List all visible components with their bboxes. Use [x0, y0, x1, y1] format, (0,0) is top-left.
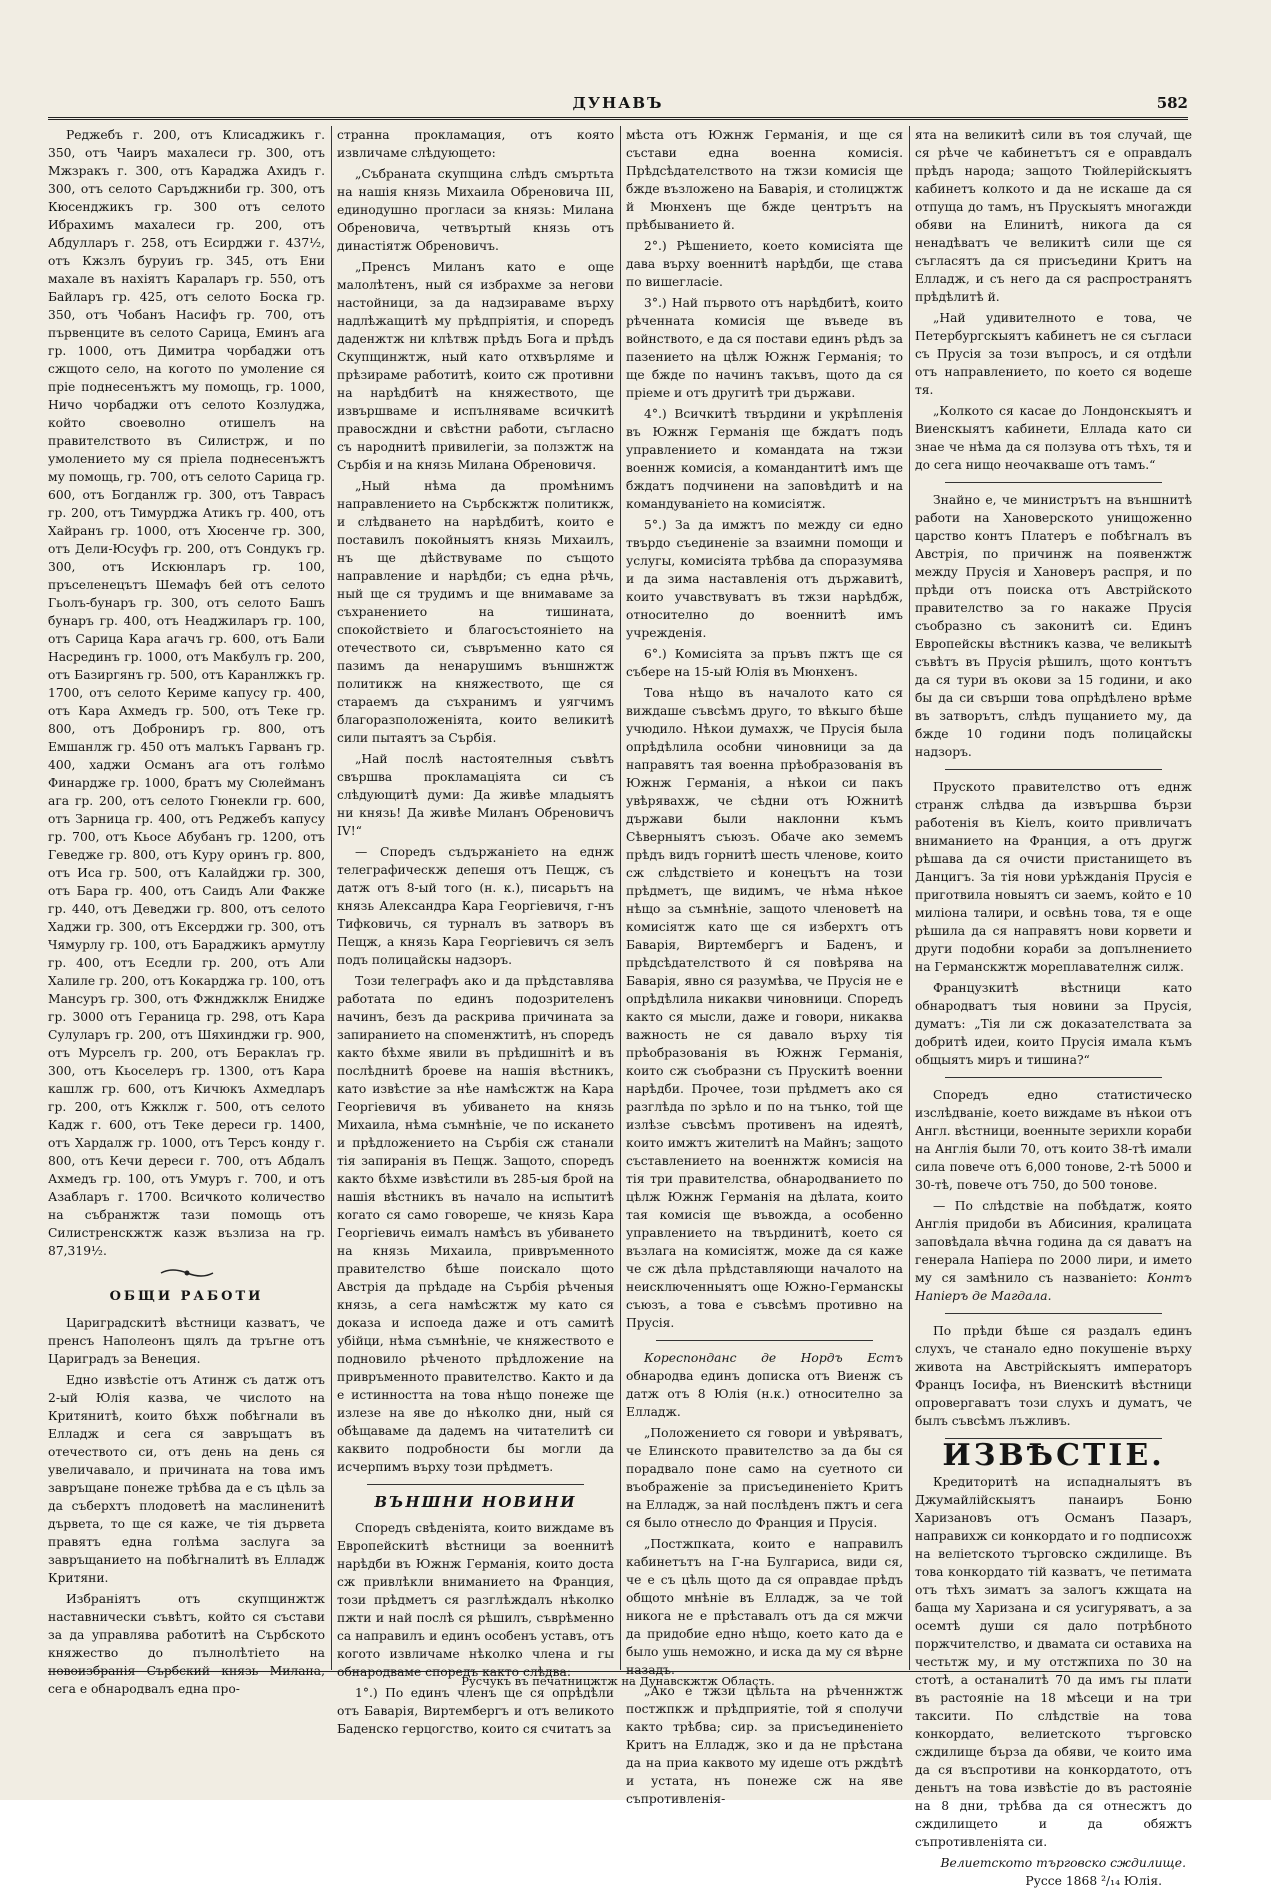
- article-paragraph: Пруското правителство отъ еднж странж слѣдва да извършва бързи работенiя въ Кiелъ, които привличатъ вниманието на Франция, а отъ другж рѣшава да ся очисти пристанището въ Данцигъ. За тiя нови урѣжданiя Прусiя е приготвила новыятъ си заемъ, който е 10 милiона талири, и освѣнь това, тя е още рѣшила да ся направятъ нови корвети и други подобни кораби за допълнението на Германскжтж мореплавателнж силж.: [915, 780, 1192, 974]
- article-paragraph: Споредъ едно статистическо изслѣдванiе, което виждаме въ нѣкои отъ Англ. вѣстници, военныте зерихли кораби на Англiя были 70, отъ които 38-тѣ имали сила повече отъ 6,000 тонове, 2-тѣ 5000 и 30-тѣ, повече отъ 750, до 500 тонове.: [915, 1088, 1192, 1192]
- article-paragraph: ята на великитѣ сили въ тоя случай, ще ся рѣче че кабинетътъ ся е оправдалъ прѣдъ народа; защото Тюйлерiйскыятъ кабинетъ колкото и да не искаше да ся отпуща до тамъ, нъ Прускыятъ многажди обяви на Елинитѣ, никога да ся ненадѣватъ че великитѣ сили ще ся съгласятъ да ся присъедини Критъ на Елладж, и съ него да ся распространятъ прѣдѣлитѣ й.: [915, 128, 1192, 304]
- article-paragraph: „Положението ся говори и увѣряватъ, че Елинското правителство за да бы ся порадвало поне само на суетното си въображенiе за присъединенiето Критъ на Елладж, за най послѣденъ пжтъ и сега ся было отнесло до Франция и Прусiя.: [626, 1426, 903, 1530]
- article-paragraph: „Пренсъ Миланъ като е още малолѣтенъ, ный ся избрахме за негови настойници, за да надзираваме върху надлѣжащитѣ му прѣдпрiятiя, и споредъ даденжтж ни клѣтвж прѣдъ Бога и прѣдъ Скупщинжтж, ный като отхвърляме и прѣзираме работитѣ, които сж противни на нарѣдбитѣ на княжеството, ще извършваме и испълняваме всичкитѣ правосждни и свѣстни работи, съгласно съ народнитѣ привилегiи, за ползжтж на Сърбiя и на князь Милана Обреновичя.: [337, 260, 614, 472]
- article-paragraph: „Постжпката, които е направилъ кабинетътъ на Г-на Булгариса, види ся, че е съ цѣль щото да ся оправдае прѣдъ общото мнѣнiе въ Елладж, за че той никога не е прѣставалъ отъ да ся мжчи да придобие едно нѣщо, което като да е было ушь неможно, и иска да му ся вѣрне назадъ.: [626, 1537, 903, 1677]
- article-paragraph: мѣста отъ Южнж Германiя, и ще ся състави една военна комисiя. Прѣдсѣдателството на тжзи комисiя ще бжде възложено на Баварiя, и столицжтж й Мюнхенъ ще бжде центрътъ на прѣбыванието й.: [626, 128, 903, 232]
- source-name: Кореспонданс де Нордъ Естъ: [644, 1351, 903, 1365]
- article-paragraph: Французкитѣ вѣстници като обнародватъ тыя новини за Прусiя, думатъ: „Тiя ли сж доказателствата за добритѣ идеи, които Прусiя имала къмъ общыятъ миръ и тишина?“: [915, 981, 1192, 1067]
- article-paragraph: странна прокламация, отъ която извличаме слѣдующето:: [337, 128, 614, 160]
- article-paragraph: По прѣди бѣше ся раздалъ единъ слухъ, че станало едно покушенiе върху живота на Австрiйскыятъ императоръ Францъ Iосифа, нъ Виенскитѣ вѣстници опровергаватъ този слухъ и думатъ, че былъ съвсѣмъ лъжливъ.: [915, 1324, 1192, 1428]
- column-4: [915, 126, 1192, 1888]
- article-paragraph: „Колкото ся касае до Лондонскыятъ и Виенскыятъ кабинети, Еллада като си знае че нѣма да ся ползува отъ тѣхъ, тя и до сега нищо неочакваше отъ тамъ.“: [915, 404, 1192, 472]
- article-paragraph: [626, 1349, 903, 1421]
- article-rule: [945, 482, 1162, 483]
- article-paragraph: Едно извѣстiе отъ Атинж съ датж отъ 2-ый Юлiя казва, че числото на Критянитѣ, които бѣхж побѣгнали въ Елладж и сега ся завръщатъ въ отечеството си, отъ день на день ся увеличавало, и причината на това имъ завръщане понеже трѣбва да е съ цѣль за да съберхтъ плодоветѣ на маслиненитѣ дървета, то ще ся каже, че тiя дървета правятъ една голѣма заслуга за завръщанието на побѣгналитѣ въ Елладж Критяни.: [48, 1373, 325, 1585]
- section-rule: [367, 1484, 584, 1485]
- notice-heading: ИЗВѢСТIЕ.: [942, 1438, 1165, 1473]
- article-paragraph: Това нѣщо въ началото като ся виждаше съвсѣмъ друго, то вѣкыго бѣше учюдило. Нѣкои думахж, че Прусiя была опрѣдѣлила особни чиновници за да направятъ тая военна прѣобразованiя въ Южнж Германiя, а нѣкои си пакъ увѣрявахж, че сѣдни отъ Южнитѣ държави были наклонни къмъ Сѣверныятъ съюзъ. Обаче ако земемъ прѣдъ видъ горнитѣ шесть членове, които сж слѣдствiето и конецътъ на този прѣдметъ, ще видимъ, че нѣма нѣкое нѣщо за съмнѣнiе, защото членоветѣ на комисiятж като ще ся изберхтъ отъ Баварiя, Виртембергъ и Баденъ, и прѣдсѣдателството й ся повѣрява на Баварiя, явно ся разумѣва, че Прусiя не е опрѣдѣлила никакви чиновници. Споредъ както ся мысли, даже и говори, никаква важность не ся давало върху тiя прѣобразованiя въ Южнж Германiя, които сж съобразни съ Прускитѣ военни нарѣдби. Прочее, този прѣдметъ ако ся разглѣда по зрѣло и по на тънко, той ще излѣзе съвсѣмъ противенъ на идеятѣ, които имжтъ жителитѣ на Майнъ; защото съставлението на военнжтж комисiя на тiя три правителства, обнародванието по цѣлж Южнж Германiя на дѣлата, които тая комисiя ще въвожда, а особенно управлението на твърдинитѣ, което ся възлага на комисiятж, може да ся каже че сж дѣла прѣдставляющи началото на неисключенныятъ още Южно-Германскы съюзъ, а това е съвсѣмъ противно на Прусiя.: [626, 686, 903, 1330]
- section-heading-general: ОБЩИ РАБОТИ: [109, 1289, 264, 1304]
- ornament-divider: [48, 1266, 325, 1280]
- page-header: [48, 94, 1188, 116]
- article-paragraph: 6°.) Комисiята за пръвъ пжтъ ще ся събере на 15-ый Юлiя въ Мюнхенъ.: [626, 647, 903, 679]
- article-paragraph: 2°.) Рѣшението, което комисiята ще дава върху военнитѣ нарѣдби, ще става по вишегласiе.: [626, 239, 903, 289]
- column-1: [48, 126, 325, 1696]
- column-divider: [620, 126, 621, 1670]
- notice-signature: Велиетското търговско сждилище.: [940, 1856, 1186, 1870]
- article-paragraph: 5°.) За да имжтъ по между си едно твърдо съединенiе за взаимни помощи и услугы, комисiята трѣбва да споразумява и да зима наставленiя отъ държавитѣ, които учавствуватъ въ тжзи нарѣдбж, относително до военнитѣ имъ учрежденiя.: [626, 518, 903, 640]
- header-rule: [48, 117, 1188, 120]
- article-paragraph: [915, 1197, 1192, 1305]
- column-2: [337, 126, 614, 1736]
- column-3: [626, 126, 903, 1806]
- article-text: — По слѣдствiе на побѣдатж, която Англiя придоби въ Абисиния, кралицата заповѣдала вѣчна година да ся даватъ на генерала Напiера по 2000 лири, и името му ся замѣнило съ названiето:: [915, 1199, 1192, 1285]
- source-text: обнародва единъ дописка отъ Виенж съ датж отъ 8 Юлiя (н.к.) относително за Елладж.: [626, 1369, 903, 1419]
- printer-line: Русчукъ въ печатницжтж на Дунавскжтж Область.: [461, 1674, 775, 1688]
- article-rule: [945, 1313, 1162, 1314]
- article-paragraph: — Споредъ съдържанiето на еднж телеграфическж депешя отъ Пещж, съ датж отъ 8-ый того (н. к.), писарьтъ на князь Александра Кара Георгiевичя, г-нъ Тифковичь, ся турналъ въ затворъ въ Пещж, а князь Кара Георгiевичъ ся зелъ подъ полицайскы надзоръ.: [337, 845, 614, 967]
- article-paragraph: „Ако е тжзи цѣльта на рѣченнжтж постжпкж и прѣдприятiе, той я сполучи както трѣбва; сир. за присъединенiето Критъ на Елладж, зко и да не прѣстана да на приа каквото му идеше отъ рждѣтѣ и устата, нъ понеже сж на яве съпротивленiя-: [626, 1684, 903, 1806]
- article-paragraph: „Ный нѣма да промѣнимъ направлението на Сърбскжтж политикж, и слѣдването на нарѣдбитѣ, които е поставилъ покойныятъ князь Михаилъ, нъ ще дѣйствуваме по същото направление и нарѣдби; съ една рѣчь, ный ще ся трудимъ и ще внимаваме за съхранението на тишината, спокойствiето и благосъстоянiето на отечеството си, съвръменно като ся пазимъ да ненарушимъ външнжтж политикж на княжеството, ще ся стараемъ да съхранимъ и уягчимъ благоразположенiята, които великитѣ сили пытаятъ за Сърбiя.: [337, 479, 614, 745]
- article-paragraph: Избранiятъ отъ скупщинжтж наставнически съвѣтъ, който ся състави за да управлява работитѣ на Сърбското княжество до пълнолѣтiето на новоизбранiя Сърбский князь Милана, сега е обнародвалъ една про-: [48, 1592, 325, 1696]
- article-paragraph: 3°.) Най първото отъ нарѣдбитѣ, които рѣченната комисiя ще въведе въ войнството, е да ся постави единъ рѣдъ за пазението на цѣлж Южнж Германiя; то ще бжде по начинъ такъвъ, щото да ся прiеме и отъ другитѣ три държави.: [626, 296, 903, 400]
- section-heading-foreign: ВЪНШНИ НОВИНИ: [374, 1493, 577, 1511]
- article-rule: [945, 769, 1162, 770]
- article-paragraph: „Най послѣ настоятелныя съвѣтъ свършва прокламацiята си съ слѣдующитѣ думи: Да живѣе младыятъ ни князь! Да живѣе Миланъ Обреновичъ IV!“: [337, 752, 614, 838]
- notice-date: Руссе 1868 ²/₁₄ Юлiя.: [1025, 1874, 1162, 1888]
- notice-paragraph: Кредиторитѣ на испадналыятъ въ Джумайлiйскыятъ панаиръ Боню Харизановъ отъ Османъ Пазаръ, направихж си конкордато и го подписохж на велiетското търговско сждилище. Въ това конкордато тiй казватъ, че петимата отъ тѣхъ зиматъ за залогъ кжщата на баща му Харизана и ся усигуряватъ, а за осемтѣ души ся дало потрѣбното поржчителство, и двамата си оставиха на честьтж му, и му отстжпиха по 30 на стотѣ, а останалитѣ 70 да имъ гы плати въ растоянiе на 18 мѣсеци и на три таксити. По слѣдствiе на това конкордато, велиетското търговско сждилище бърза да обяви, че които има да ся въспротиви на конкордатото, отъ деньтъ на това извѣстiе до въ растоянiе на 8 дни, трѣбва да ся отнесжтъ до сждилището и да обяжтъ съпротивленiята си.: [915, 1475, 1192, 1849]
- article-paragraph: Цариградскитѣ вѣстници казватъ, че пренсъ Наполеонъ щялъ да тръгне отъ Цариградъ за Венеция.: [48, 1316, 325, 1366]
- article-paragraph: Споредъ свѣденiята, които виждаме въ Европейскитѣ вѣстници за военнитѣ нарѣдби въ Южнж Германiя, които доста сж привлѣкли вниманието на Франция, този прѣдметъ ся разглѣждалъ нѣколко пжти и най послѣ ся рѣшилъ, съврѣменно са направилъ и единъ особенъ уставъ, отъ когото извличаме нѣколко члена и гы обнародваме споредъ както слѣдва:: [337, 1521, 614, 1679]
- article-rule: [656, 1340, 873, 1341]
- newspaper-title: ДУНАВЪ: [572, 94, 664, 112]
- article-paragraph: „Събраната скупщина слѣдъ смъртьта на нашiя князь Михаила Обреновича III, единодушно прогласи за князь: Милана Обреновича, четвъртый князь отъ династiятж Обреновичъ.: [337, 167, 614, 253]
- article-paragraph: „Най удивителното е това, че Петербургскыятъ кабинетъ не ся съгласи съ Прусiя за този въпросъ, и ся отдѣли отъ направлението, по което ся водеше тя.: [915, 311, 1192, 397]
- column-divider: [909, 126, 910, 1670]
- column-divider: [331, 126, 332, 1670]
- donation-list: Реджебъ г. 200, отъ Клисаджикъ г. 350, отъ Чаиръ махалеси гр. 300, отъ Мжзракъ г. 300, отъ Караджа Ахидъ г. 300, отъ селото Саръджниби гр. 300, отъ Кюсенджикъ гр. 300 отъ селото Ибрахимъ махалеси гр. 200, отъ Абдулларъ г. 258, отъ Есирджи г. 437½, отъ Кжзлъ буруиъ гр. 345, отъ Ени махале въ нахiятъ Караларъ гр. 550, отъ Байларъ гр. 425, отъ селото Боска гр. 350, отъ Чобанъ Насифъ гр. 700, отъ първенците въ селото Сарица, Еминъ ага гр. 1000, отъ Димитра чорбаджи отъ сжщото село, на когото по умоление ся прiе поднесенъжтъ му помощь, гр. 1000, Ничо чорбаджи отъ селото Козлуджа, който своеволно отишелъ на правителството въ Силистрж, и по умолението му ся прiела поднесенъжтъ му помощь, гр. 700, отъ селото Сарица гр. 600, отъ Богданлж гр. 300, отъ Тавраcъ гр. 200, отъ Тимурджа Атикъ гр. 400, отъ Хайранъ гр. 1000, отъ Хюсенче гр. 300, отъ Дели-Юсуфъ гр. 200, отъ Сондукъ гр. 300, отъ Искюнларъ гр. 100, пръселенецътъ Шемафъ бей отъ селото Гьолъ-бунаръ гр. 300, отъ селото Башъ бунаръ гр. 400, отъ Неаджиларъ гр. 100, отъ Сарица Кара агачъ гр. 600, отъ Бали Насрединъ гр. 1000, отъ Макбулъ гр. 200, отъ Базиргянъ гр. 500, отъ Каранлжкъ гр. 1700, отъ селото Кериме капусу гр. 400, отъ Кара Ахмедъ гр. 500, отъ Теке гр. 800, отъ Доброниръ гр. 800, отъ Емшанлж гр. 450 отъ малъкъ Гарванъ гр. 400, хаджи Османъ ага отъ голѣмо Финарджe гр. 1000, братъ му Сюлейманъ ага гр. 200, отъ селото Гюнекли гр. 600, отъ Зарница гр. 400, отъ Реджебъ капусу гр. 700, отъ Кьосе Абубанъ гр. 1200, отъ Геведже гр. 800, отъ Куру оринъ гр. 800, отъ Иса гр. 500, отъ Калайджи гр. 300, отъ Бара гр. 400, отъ Саидъ Али Факже гр. 440, отъ Деведжи гр. 800, отъ селото Хаджи гр. 300, отъ Ексерджи гр. 300, отъ Чямурлу гр. 100, отъ Бараджикъ армутлу гр. 400, отъ Еседли гр. 200, отъ Али Халиле гр. 200, отъ Кокарджа гр. 100, отъ Мансуръ гр. 300, отъ Фжнджклж Енидже гр. 3000 отъ Гераница гр. 298, отъ Кара Сулуларъ гр. 200, отъ Шяхинджи гр. 900, отъ Мурселъ гр. 200, отъ Бераклаъ гр. 300, отъ Кьоселеръ гр. 1300, отъ Кара кашлж гр. 600, отъ Кичюкъ Ахмедларъ гр. 200, отъ Кжклж г. 500, отъ селото Кадж г. 600, отъ Теке дереси гр. 1400, отъ Хардалж гр. 1000, отъ Терсъ конду г. 800, отъ Кечи дереси г. 700, отъ Абдалъ Ахмедъ гр. 100, отъ Умуръ г. 700, и отъ Азабларъ г. 1700. Всичкото количество на събранжтж тази помощь отъ Силистренскжтж казж възлиза на гр. 87,319½.: [48, 128, 325, 1258]
- footer-rule: [48, 1671, 1188, 1672]
- title-text: Контъ Напiеръ де Магдала.: [915, 1271, 1192, 1303]
- article-paragraph: 4°.) Всичкитѣ твърдини и укрѣпленiя въ Южнж Германiя ще бждатъ подъ управлението и командата на тжзи военнж комисiя, а командантитѣ имъ ще бждатъ подчинени на заповѣдитѣ и на командуванiето на комисiятж.: [626, 407, 903, 511]
- article-paragraph: Знайно е, че министрътъ на външнитѣ работи на Хановерското унищоженно царство контъ Платеръ е побѣгналъ въ Австрiя, по причинж на появенжтж между Прусiя и Хановеръ распря, и по прѣди отъ поиска отъ Австрiйското правителство за го накаже Прусiя съобразно съ законитѣ си. Единъ Европейскы вѣстникъ казва, че великытѣ съвѣтъ въ Прусiя рѣшилъ, щото контътъ да ся тури въ окови за 15 години, и ако бы да си свърши това опрѣдѣлено врѣме въ затворътъ, слѣдъ пущанието му, да бжде 10 години подъ полицайскы надзоръ.: [915, 493, 1192, 759]
- article-paragraph: Този телеграфъ ако и да прѣдставлява работата по единъ подозрителенъ начинъ, безъ да раскрива причината за запиранието на споменжтитѣ, нъ споредъ както бѣхме явили въ прѣдишнiтѣ и въ послѣднитѣ броеве на нашiя вѣстникъ, като извѣстие за нѣе намѣсжтж на Кара Георгiевичя въ убиването на князь Михаила, нѣма съмнѣнiе, че по искането и прѣдложението на Сърбiя сж станали тiя запиранiя въ Пещж. Защото, споредъ както бѣхме извѣстили въ 285-ыя брой на нашiя вѣстникъ въ начало на испытитѣ когато ся само говореше, че князь Кара Георгiевичь еималъ намѣсъ въ убиването на князь Михаила, привръменното правителство бѣше поискало щото Австрiя да прѣдаде на Сърбiя рѣченыя князь, а сега намѣсжтж му като ся доказа и испоеда даже и отъ самитѣ убiйци, нѣма съмнѣнiе, че княжеството е подновило рѣченото прѣдложение на привръменното правителство. Както и да е истинността на това нѣщо понеже ще излезе на яве до нѣколко дни, ный ся обѣщаваме да дадемъ на читателитѣ си каквито подробности бы могли да исчерпимъ върху този прѣдметъ.: [337, 974, 614, 1474]
- article-rule: [945, 1077, 1162, 1078]
- article-paragraph: 1°.) По единъ членъ ще ся опрѣдѣли отъ Баварiя, Виртембергъ и отъ великото Баденско герцогство, които ся считатъ за: [337, 1686, 614, 1736]
- page-number: 582: [1156, 94, 1188, 112]
